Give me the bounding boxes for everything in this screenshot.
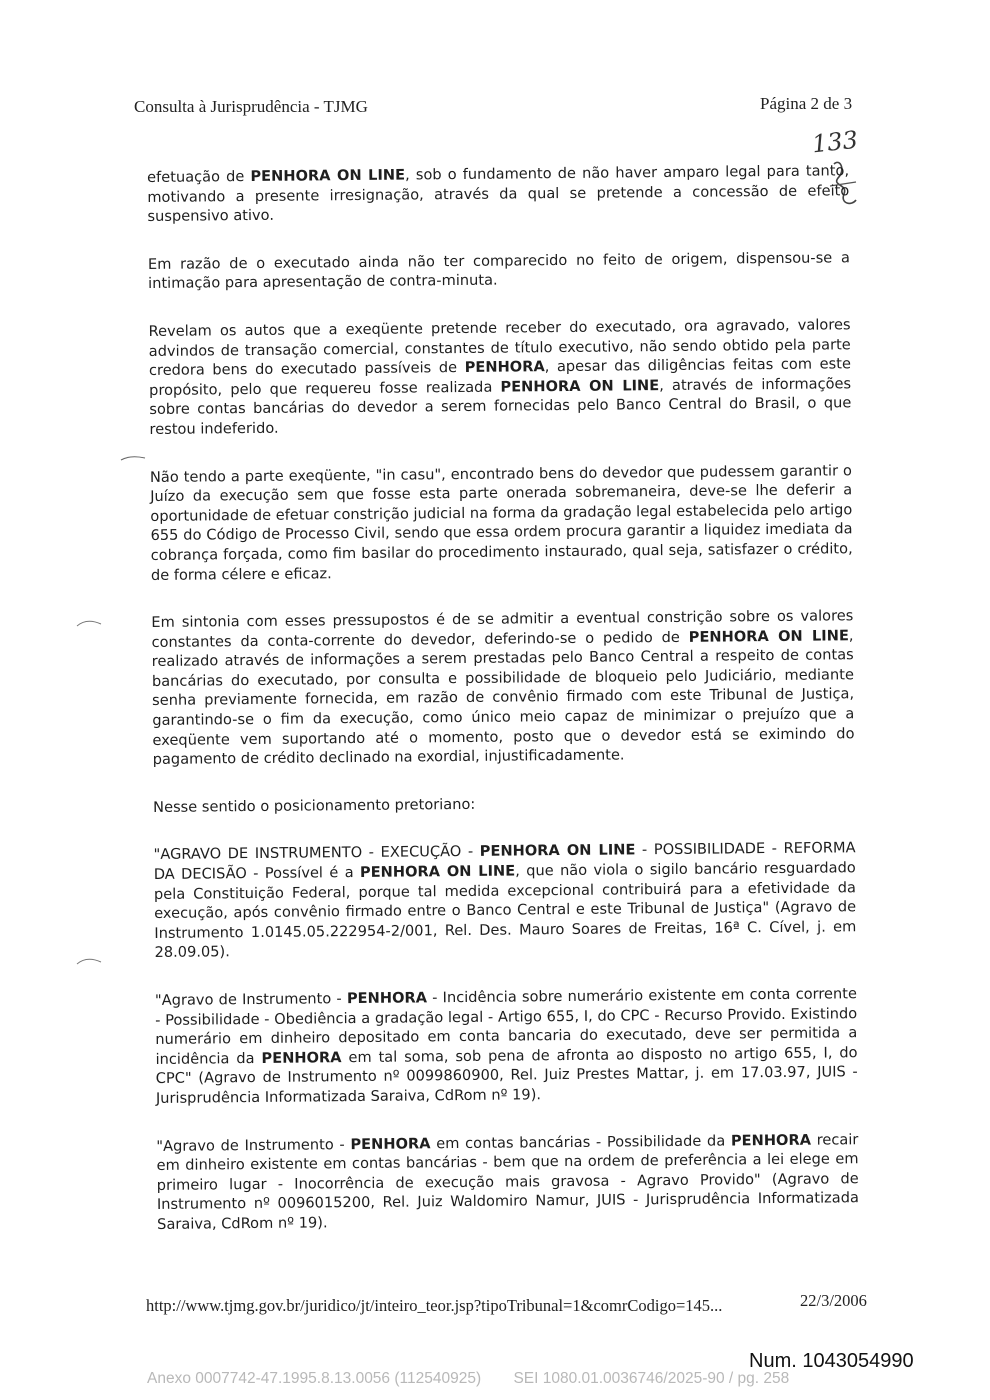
body-paragraph (148, 315, 851, 439)
bold-term: PENHORA ON LINE (500, 376, 660, 396)
text-run: recair em dinheiro existente em contas bancárias - bem que na ordem de preferência a lei elege em primeiro lugar - Inocorrência de execução mais gravosa - Agravo Provido" (Agravo de Instrumento nº 0096015200, Rel. Juiz Waldomiro Namur, JUIS - Jurisprudência Informatizada Saraiva, CdRom nº 19). (156, 1130, 860, 1233)
text-run: - Incidência sobre numerário existente em conta corrente - Possibilidade - Obediência a gradação legal - Artigo 655, I, do CPC - Recurso Provido. Existindo numerário em dinheiro depositado em conta bancaria do executado, deve ser permitida a incidência da (155, 985, 858, 1068)
text-run: Não tendo a parte exeqüente, "in casu", encontrado bens do devedor que pudessem garantir o Juízo da execução sem que fosse esta parte onerada sobremaneira, deve-se lhe deferir a oportunidade de efetuar constrição judicial na forma da gradação legal estabelecida pelo artigo 655 do Código de Processo Civil, sendo que essa ordem procura garantir a liquidez imediata da cobrança forçada, como fim basilar do procedimento instaurado, qual seja, satisfazer o crédito, de forma célere e eficaz. (149, 461, 853, 584)
text-run: em tal soma, sob pena de afronta ao disposto no artigo 655, I, do CPC" (Agravo de Instrumento nº 0099860900, Rel. Juiz Prestes Mattar, j. em 17.03.97, JUIS - Jurisprudência Informatizada Saraiva, CdRom nº 19). (155, 1044, 858, 1107)
text-run: Revelam os autos que a exeqüente pretende receber do executado, ora agravado, valores advindos de transação comercial, constantes de título executivo, não sendo obtido pela parte credora bens do executado passíveis de (148, 316, 851, 380)
page-header-title: Consulta à Jurisprudência - TJMG (134, 97, 368, 116)
text-run: Em sintonia com esses pressupostos é de se admitir a eventual constrição sobre os valores constantes da conta-corrente do devedor, deferindo-se o pedido de (151, 607, 854, 651)
body-paragraph (147, 161, 850, 227)
text-run: , realizado através de informações a serem prestadas pelo Banco Central a respeito de contas bancárias do executado, por consulta e possibilidade de bloqueio pelo Judiciário, mediante senha previamente fornecida, em razão de convênio firmado com este Tribunal de Justiça, garantindo-se o fim da execução, como único meio capaz de minimizar o prejuízo que a exeqüente vem suportando até o momento, posto que o devedor está se eximindo do pagamento de crédito declinado na exordial, injustificadamente. (151, 626, 855, 769)
bold-term: PENHORA (261, 1048, 342, 1067)
document-number: Num. 1043054990 (749, 1350, 914, 1372)
body-paragraph (154, 839, 857, 963)
body-paragraph (153, 791, 855, 817)
text-run: , que não viola o sigilo bancário resguardado pela Constituição Federal, porque tal medida excepcional contribuirá para a efetividade da execução, após convênio firmado entre o Banco Central e este Tribunal de Justiça" (Agravo de Instrumento 1.0145.05.222954-2/001, Rel. Des. Mauro Soares de Freitas, 16ª C. Cível, j. em 28.09.05). (153, 859, 857, 962)
body-paragraph (150, 461, 853, 585)
text-run: - POSSIBILIDADE - REFORMA DA DECISÃO - Possível é a (153, 839, 856, 883)
body-paragraph (155, 984, 858, 1108)
margin-mark-icon (120, 452, 146, 462)
annex-reference: Anexo 0007742-47.1995.8.13.0056 (112540925) (147, 1370, 482, 1387)
margin-mark-icon (76, 956, 102, 966)
body-paragraph (151, 606, 854, 769)
text-run: efetuação de (147, 168, 251, 186)
footer-url: http://www.tjmg.gov.br/juridico/jt/inteiro_teor.jsp?tipoTribunal=1&comrCodigo=145... (146, 1296, 723, 1315)
text-run: "Agravo de Instrumento - (156, 1135, 351, 1155)
text-run: Em razão de o executado ainda não ter comparecido no feito de origem, dispensou-se a intimação para apresentação de contra-minuta. (147, 249, 850, 293)
document-body (147, 161, 859, 1234)
bold-term: PENHORA (730, 1131, 812, 1150)
bold-term: PENHORA ON LINE (359, 862, 516, 882)
bold-term: PENHORA ON LINE (479, 841, 636, 861)
bold-term: PENHORA (350, 1134, 431, 1153)
text-run: "Agravo de Instrumento - (154, 990, 348, 1009)
text-run: Nesse sentido o posicionamento pretoriano: (153, 795, 476, 816)
sei-reference: SEI 1080.01.0036746/2025-90 / pg. 258 (513, 1370, 790, 1387)
body-paragraph (148, 248, 850, 294)
text-run: , apesar das diligências feitas com este propósito, pelo que requereu fosse realizada (149, 355, 851, 399)
bold-term: PENHORA ON LINE (688, 626, 849, 646)
folio-stamp-number: 133 (810, 125, 860, 159)
text-run: , através de informações sobre contas bancárias do devedor a serem fornecidas pelo Banco Central do Brasil, o que restou indeferido. (149, 375, 852, 438)
text-run: "AGRAVO DE INSTRUMENTO - EXECUÇÃO - (153, 843, 480, 864)
text-run: em contas bancárias - Possibilidade da (430, 1132, 732, 1152)
bold-term: PENHORA (464, 358, 545, 377)
footer-date: 22/3/2006 (800, 1291, 867, 1310)
annex-line (147, 1370, 789, 1388)
margin-mark-icon (76, 618, 102, 628)
body-paragraph (156, 1130, 859, 1235)
bold-term: PENHORA (346, 989, 428, 1008)
page-number: Página 2 de 3 (760, 94, 853, 113)
text-run: , sob o fundamento de não haver amparo legal para tanto, motivando a presente irresignação, através da qual se pretende a concessão de efeito suspensivo ativo. (147, 162, 850, 226)
bold-term: PENHORA ON LINE (250, 166, 406, 186)
